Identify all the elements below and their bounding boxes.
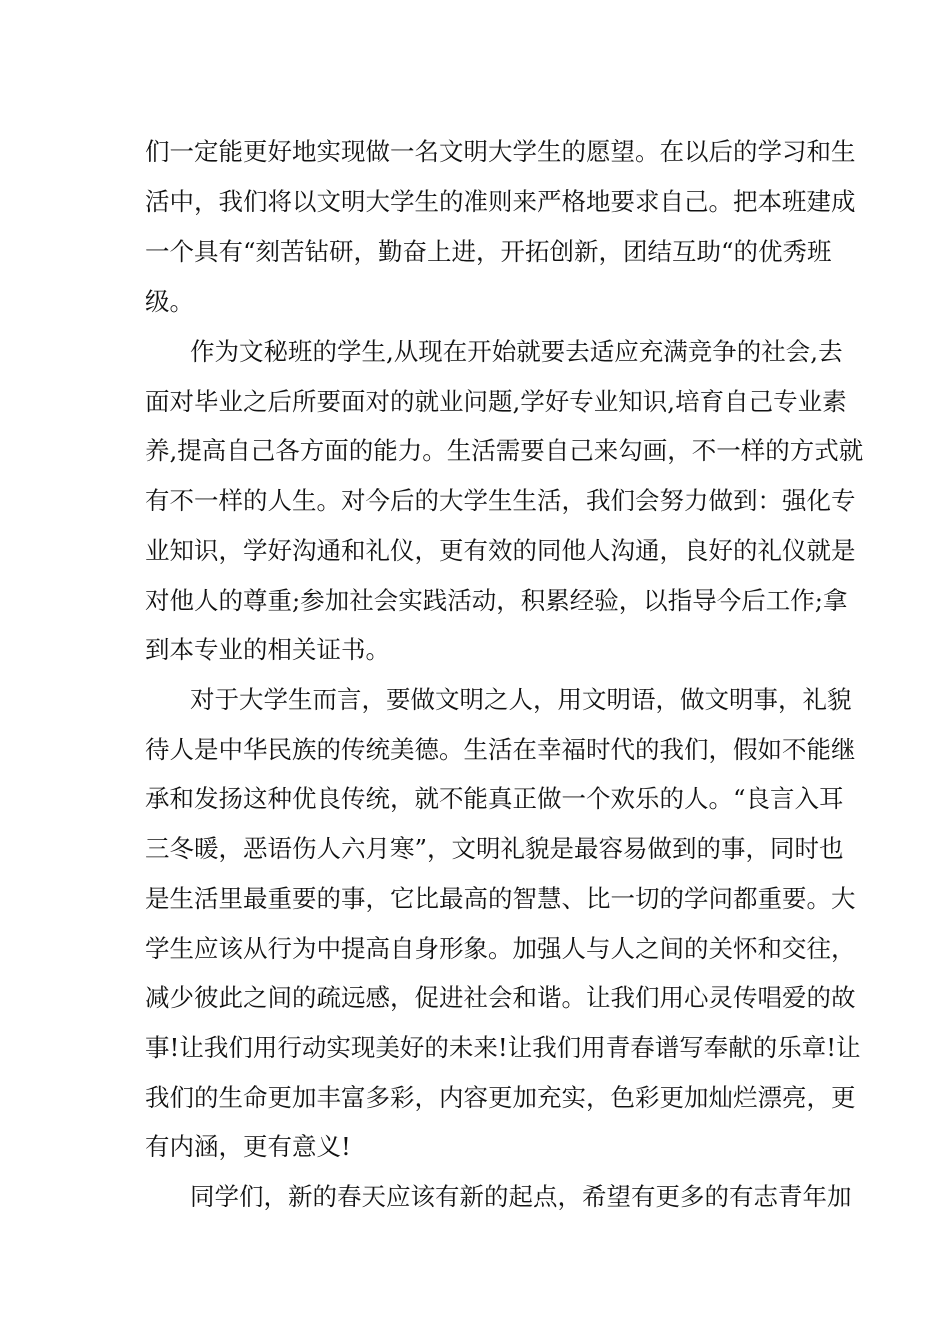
text-line: 养,提高自己各方面的能力。生活需要自己来勾画，不一样的方式就 <box>145 436 864 465</box>
text-line: 对他人的尊重;参加社会实践活动，积累经验，以指导今后工作;拿 <box>145 586 848 615</box>
text-line: 对于大学生而言，要做文明之人，用文明语，做文明事，礼貌 <box>190 685 852 714</box>
text-line: 学生应该从行为中提高自身形象。加强人与人之间的关怀和交往， <box>145 934 856 963</box>
text-line: 减少彼此之间的疏远感，促进社会和谐。让我们用心灵传唱爱的故 <box>145 983 856 1012</box>
text-line: 承和发扬这种优良传统，就不能真正做一个欢乐的人。“良言入耳 <box>145 784 844 813</box>
text-line: 待人是中华民族的传统美德。生活在幸福时代的我们，假如不能继 <box>145 735 856 764</box>
text-line: 事!让我们用行动实现美好的未来!让我们用青春谱写奉献的乐章!让 <box>145 1033 861 1062</box>
text-line: 们一定能更好地实现做一名文明大学生的愿望。在以后的学习和生 <box>145 137 856 166</box>
text-line: 三冬暖，恶语伤人六月寒”，文明礼貌是最容易做到的事，同时也 <box>145 834 844 863</box>
text-line: 我们的生命更加丰富多彩，内容更加充实，色彩更加灿烂漂亮，更 <box>145 1083 856 1112</box>
text-line: 到本专业的相关证书。 <box>145 635 390 664</box>
text-line: 有内涵，更有意义! <box>145 1132 351 1161</box>
text-line: 级。 <box>145 287 194 316</box>
text-line: 业知识，学好沟通和礼仪，更有效的同他人沟通，良好的礼仪就是 <box>145 536 856 565</box>
text-line: 面对毕业之后所要面对的就业问题,学好专业知识,培育自己专业素 <box>145 387 847 416</box>
text-line: 作为文秘班的学生,从现在开始就要去适应充满竞争的社会,去 <box>190 337 843 366</box>
text-line: 同学们，新的春天应该有新的起点，希望有更多的有志青年加 <box>190 1182 852 1211</box>
text-line: 有不一样的人生。对今后的大学生生活，我们会努力做到：强化专 <box>145 486 856 515</box>
text-line: 是生活里最重要的事，它比最高的智慧、比一切的学问都重要。大 <box>145 884 856 913</box>
text-line: 活中，我们将以文明大学生的准则来严格地要求自己。把本班建成 <box>145 187 856 216</box>
text-line: 一个具有“刻苦钻研，勤奋上进，开拓创新，团结互助“的优秀班 <box>145 237 832 266</box>
